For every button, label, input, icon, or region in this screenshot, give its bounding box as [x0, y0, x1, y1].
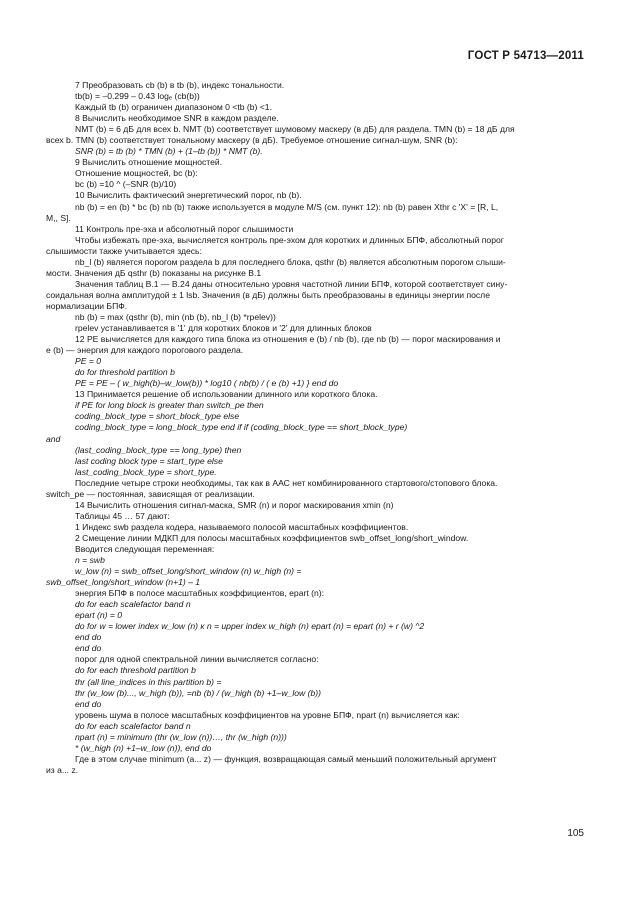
text-line: всех b. TMN (b) соответствует тональному маскеру (в дБ). Требуемое отношение сигнал-шум, SNR (b): — [46, 135, 458, 146]
text-line: tb(b) = –0.299 – 0.43 logₑ (cb(b)) — [75, 91, 200, 102]
text-line: * (w_high (n) +1–w_low (n)), end do — [75, 742, 212, 753]
text-line: n = swb — [75, 555, 105, 566]
text-line: nb_l (b) является порогом раздела b для последнего блока, qsthr (b) является абсолютным порогом слыши- — [75, 256, 506, 267]
text-line: SNR (b) = tb (b) * TMN (b) + (1–tb (b)) * NMT (b). — [75, 146, 263, 157]
text-line: PE = 0 — [75, 356, 102, 367]
text-line: switch_pe — постоянная, зависящая от реализации. — [46, 488, 255, 499]
text-line: PE = PE – ( w_high(b)–w_low(b)) * log10 ( nb(b) / ( e (b) +1) } end do — [75, 378, 339, 389]
text-line: M,, S]. — [46, 212, 71, 223]
text-line: Последние четыре строки необходимы, так как в ААС нет комбинированного стартового/стопового блока. — [75, 477, 498, 488]
text-line: Где в этом случае minimum (a... z) — функция, возвращающая самый меньший положительный аргумент — [75, 753, 497, 764]
text-line: rpelev устанавливается в '1' для коротких блоков и '2' для длинных блоков — [75, 323, 372, 334]
text-line: 13 Принимается решение об использовании длинного или короткого блока. — [75, 389, 378, 400]
text-line: (last_coding_block_type == long_type) then — [75, 444, 242, 455]
text-line: Отношение мощностей, bc (b): — [75, 168, 198, 179]
text-line: do for each threshold partition b — [75, 665, 196, 676]
text-line: мости. Значения дБ qsthr (b) показаны на рисунке В.1 — [46, 267, 262, 278]
text-line: 2 Смещение линии МДКП для полосы масштабных коэффициентов swb_offset_long/short_window. — [75, 532, 469, 543]
text-line: last coding block type = start_type else — [75, 455, 223, 466]
text-line: nb (b) = en (b) * bc (b) nb (b) также используется в модуле M/S (см. пункт 12): nb (b) равен Xthr с 'X' = [R, L, — [75, 201, 499, 212]
text-line: 9 Вычислить отношение мощностей. — [75, 157, 223, 168]
text-line: 7 Преобразовать cb (b) в tb (b), индекс тональности. — [75, 80, 285, 90]
document-body — [46, 80, 588, 776]
text-line: do for threshold partition b — [75, 367, 175, 378]
text-line: Значения таблиц В.1 — В.24 даны относительно уровня частотной линии БПФ, которой соответствует сину- — [75, 278, 508, 289]
text-line: нормализации БПФ. — [46, 300, 128, 311]
text-line: do for w = lower index w_low (n) к n = upper index w_high (n) epart (n) = epart (n) + r (w) ^2 — [75, 621, 425, 632]
text-line: if PE for long block is greater than switch_pe then — [75, 400, 264, 411]
text-line: nb (b) = max (qsthr (b), min (nb (b), nb_l (b) *rpelev)) — [75, 311, 276, 322]
text-line: Вводится следующая переменная: — [75, 543, 215, 554]
text-line: соидальная волна амплитудой ± 1 lsb. Значения (в дБ) должны быть преобразованы в единицы энергии после — [46, 289, 490, 300]
text-line: e (b) — энергия для каждого порогового раздела. — [46, 345, 244, 356]
text-line: Таблицы 45 … 57 дают: — [75, 510, 170, 521]
text-line: npart (n) = minimum (thr (w_low (n))…, thr (w_high (n))) — [75, 731, 287, 742]
text-line: 8 Вычислить необходимое SNR в каждом разделе. — [75, 113, 279, 124]
text-line: end do — [75, 632, 102, 643]
text-line: Каждый tb (b) ограничен диапазоном 0 <tb (b) <1. — [75, 102, 272, 113]
text-line: do for each scalefactor band n — [75, 599, 191, 610]
text-line: thr (w_low (b)..., w_high (b)), =nb (b) / (w_high (b) +1–w_low (b)) — [75, 687, 321, 698]
text-line: 14 Вычислить отношения сигнал-маска, SMR (n) и порог маскирования xmin (n) — [75, 499, 394, 510]
text-line: NMT (b) = 6 дБ для всех b. NMT (b) соответствует шумовому маскеру (в дБ) для раздела. TMN (b) = 18 дБ для — [75, 124, 515, 135]
text-line: уровень шума в полосе масштабных коэффициентов на уровне БПФ, npart (n) вычисляется как: — [75, 709, 460, 720]
text-line: энергия БПФ в полосе масштабных коэффициентов, epart (n): — [75, 588, 325, 599]
text-line: bc (b) =10 ^ (–SNR (b)/10) — [75, 179, 177, 190]
text-line: 1 Индекс swb раздела кодера, называемого полосой масштабных коэффициентов. — [75, 521, 409, 532]
text-line: and — [46, 433, 61, 444]
page-number: 105 — [567, 828, 584, 839]
text-line: из a... z. — [46, 764, 79, 775]
text-line: 12 PE вычисляется для каждого типа блока из отношения e (b) / nb (b), где nb (b) — порог маскирования и — [75, 334, 501, 345]
text-line: epart (n) = 0 — [75, 610, 123, 621]
text-line: do for each scalefactor band n — [75, 720, 191, 731]
text-line: 11 Контроль пре-эха и абсолютный порог слышимости — [75, 223, 294, 234]
text-line: coding_block_type = short_block_type else — [75, 411, 240, 422]
text-line: Чтобы избежать пре-эха, вычисляется контроль пре-эхом для коротких и длинных БПФ, абсолютный порог — [75, 234, 504, 245]
text-line: порог для одной спектральной линии вычисляется согласно: — [75, 654, 319, 665]
text-line: 10 Вычислить фактический энергетический порог, nb (b). — [75, 190, 302, 201]
text-line: end do — [75, 643, 102, 654]
text-line: слышимости также учитывается здесь: — [46, 245, 202, 256]
text-line: end do — [75, 698, 102, 709]
text-line: swb_offset_long/short_window (n+1) – 1 — [46, 577, 201, 588]
document-header: ГОСТ Р 54713—2011 — [467, 50, 584, 62]
text-line: w_low (n) = swb_offset_long/short_window (n) w_high (n) = — [75, 566, 302, 577]
text-line: thr (all line_indices in this partition b) = — [75, 676, 222, 687]
text-line: last_coding_block_type = short_type. — [75, 466, 217, 477]
text-line: coding_block_type = long_block_type end if if (coding_block_type == short_block_type) — [75, 422, 408, 433]
